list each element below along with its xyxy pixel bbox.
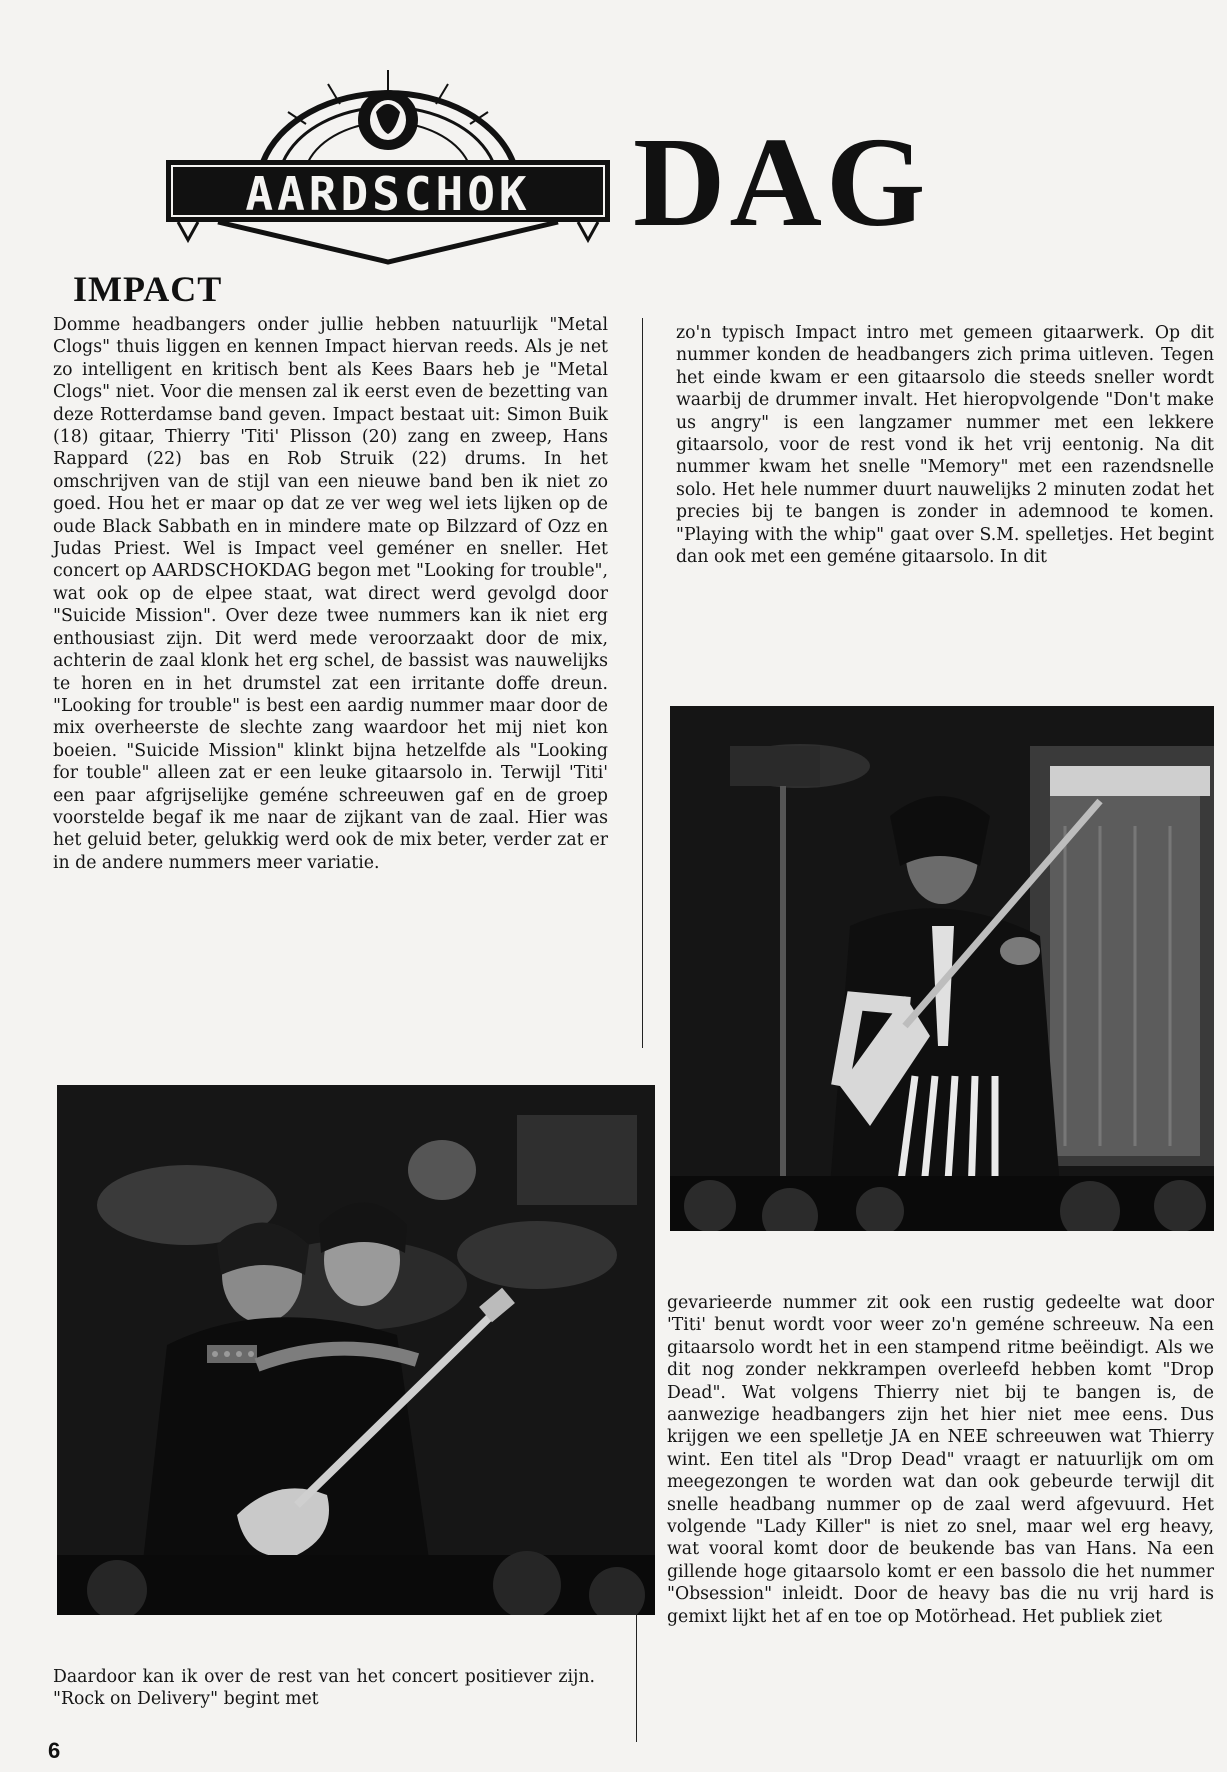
column-3-text: Daardoor kan ik over de rest van het concert positiever zijn. "Rock on Delivery" begint met (53, 1667, 595, 1710)
article-column-3 (53, 1666, 595, 1711)
page-number: 6 (48, 1738, 61, 1763)
column-rule-top (642, 318, 643, 1048)
column-2-text: zo'n typisch Impact intro met gemeen gitaarwerk. Op dit nummer konden de headbangers zich prima uitleven. Tegen het einde kwam er een gitaarsolo die steeds sneller wordt waarbij de drummer invalt. Het hieropvolgende "Don't make us angry" is een langzamer nummer met een lekkere gitaarsolo, voor de rest vond ik het vrij eentonig. Na dit nummer kwam het snelle "Memory" met een razendsnelle solo. Het hele nummer duurt nauwelijks 2 minuten zodat het precies bij te bangen is zonder in ademnood te komen. "Playing with the whip" gaat over S.M. spelletjes. Het begint dan ook met een geméne gitaarsolo. In dit (676, 323, 1214, 568)
masthead-title-dag: DAG (633, 111, 930, 253)
concert-photo-guitarist (670, 706, 1214, 1231)
article-column-4 (667, 1292, 1214, 1628)
article-column-2 (676, 322, 1214, 568)
logo-lettering: AARDSCHOK (245, 167, 531, 221)
article-heading: IMPACT (73, 269, 223, 309)
aardschok-logo (158, 62, 618, 267)
article-column-1 (53, 314, 608, 874)
column-1-text: Domme headbangers onder jullie hebben natuurlijk "Metal Clogs" thuis liggen en kennen Impact hiervan reeds. Als je net zo intelligent en kritisch bent als Kees Baars heb je "Metal Clogs" niet. Voor die mensen zal ik eerst even de bezetting van deze Rotterdamse band geven. Impact bestaat uit: Simon Buik (18) gitaar, Thierry 'Titi' Plisson (20) zang en zweep, Hans Rappard (22) bas en Rob Struik (22) drums. In het omschrijven van de stijl van een nieuwe band ben ik niet zo goed. Hou het er maar op dat ze ver weg wel iets lijken op de oude Black Sabbath en in mindere mate op Bilzzard of Ozz en Judas Priest. Wel is Impact veel geméner en sneller. Het concert op AARDSCHOKDAG begon met "Looking for trouble", wat ook op de elpee staat, wat direct werd gevolgd door "Suicide Mission". Over deze twee nummers kan ik niet erg enthousiast zijn. Dit werd mede veroorzaakt door de mix, achterin de zaal klonk het erg schel, de bassist was nauwelijks te horen en in het drumstel zat een irritante doffe dreun. "Looking for trouble" is best een aardig nummer maar door de mix overheerste de slechte zang waardoor het mij niet kon boeien. "Suicide Mission" klinkt bijna hetzelfde als "Looking for touble" alleen zat er een leuke gitaarsolo in. Terwijl 'Titi' een paar afgrijselijke geméne schreeuwen gaf en de groep voorstelde begaf ik me naar de zijkant van de zaal. Hier was het geluid beter, gelukkig werd ook de mix beter, verder zat er in de andere nummers meer variatie. (53, 315, 608, 873)
concert-photo-band (57, 1085, 655, 1615)
column-4-text: gevarieerde nummer zit ook een rustig gedeelte wat door 'Titi' benut wordt voor weer zo'n geméne schreeuw. Na een gitaarsolo wordt het in een stampend ritme beëindigt. Als we dit nog zonder nekkrampen overleefd hebben komt "Drop Dead". Wat volgens Thierry niet bij te bangen is, de aanwezige headbangers zijn het hier niet mee eens. Dus krijgen we een spelletje JA en NEE schreeuwen wat Thierry wint. Een titel als "Drop Dead" vraagt er natuurlijk om om meegezongen te worden wat dan ook gebeurde terwijl dit snelle headbang nummer op de zaal werd afgevuurd. Het volgende "Lady Killer" is niet zo snel, maar wel erg heavy, wat vooral komt door de beukende bas van Hans. Na een gillende hoge gitaarsolo komt er een bassolo die het nummer "Obsession" inleidt. Door de heavy bas die nu vrij hard is gemixt lijkt het af en toe op Motörhead. Het publiek ziet (667, 1293, 1214, 1627)
